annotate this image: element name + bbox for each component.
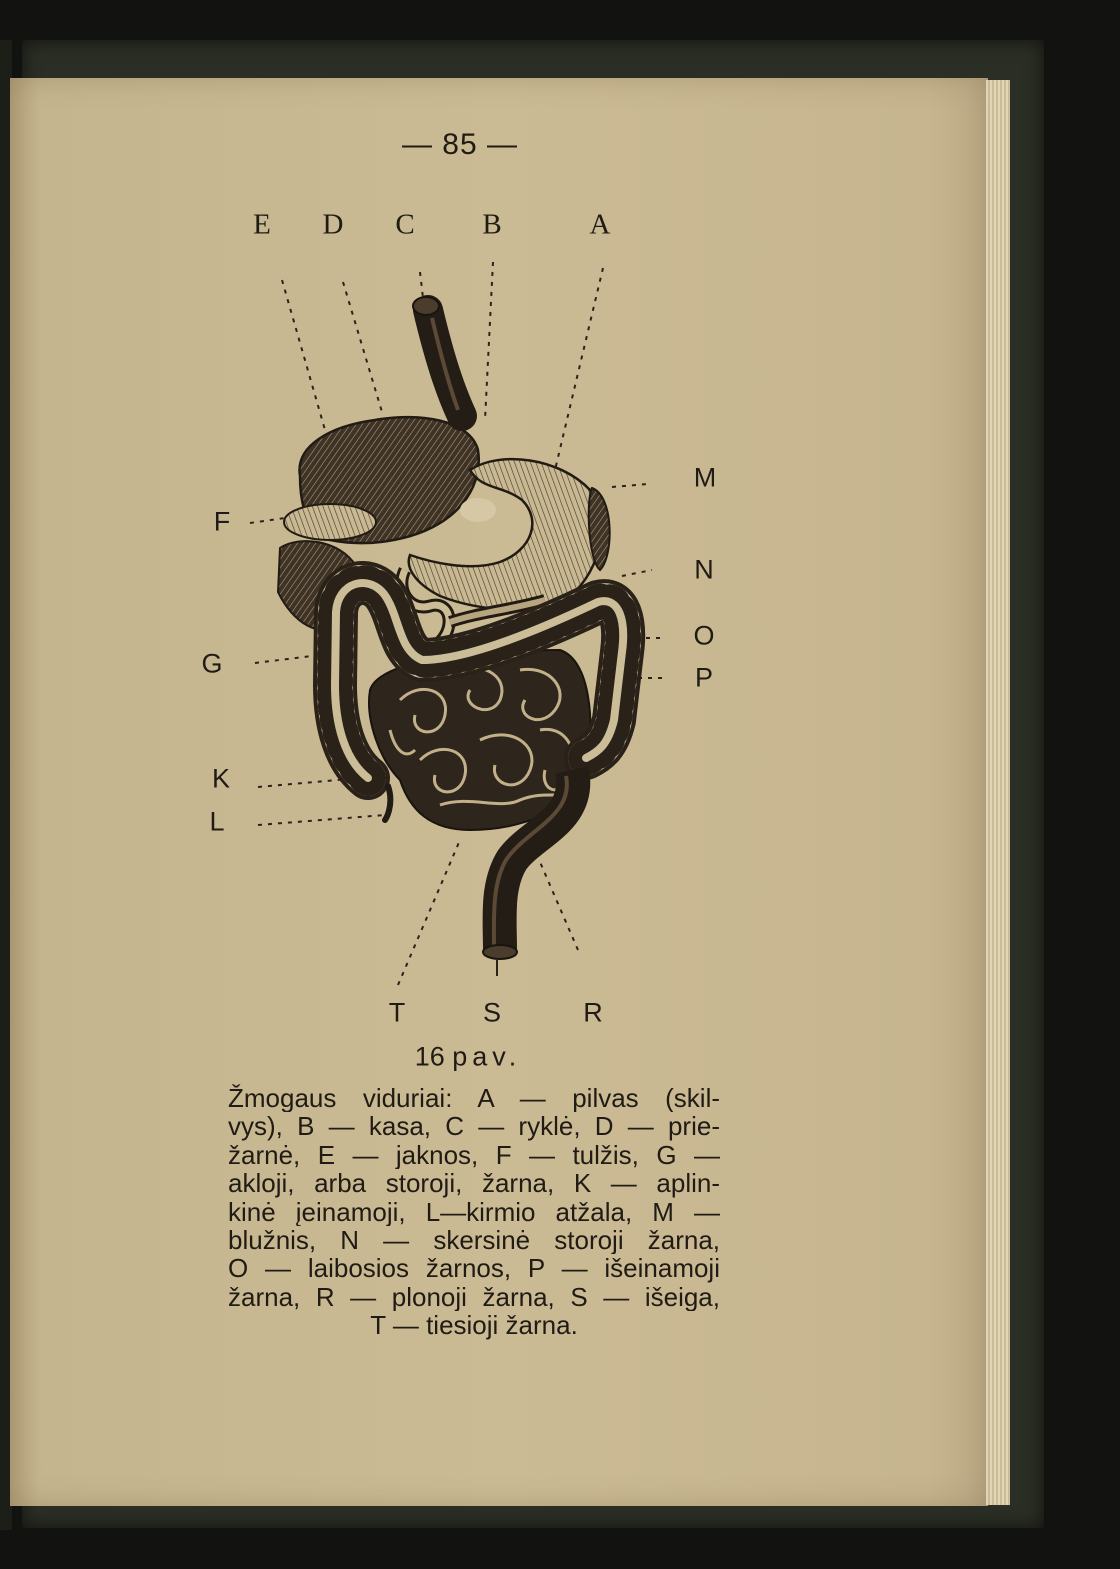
pointer-r (540, 862, 578, 950)
pointer-t (398, 840, 460, 985)
label-f: F (213, 506, 231, 537)
label-b: B (482, 208, 502, 241)
label-t: T (388, 997, 406, 1028)
label-p: P (694, 662, 714, 693)
page-number: — 85 — (401, 128, 519, 161)
label-s: S (482, 997, 502, 1028)
caption-line: T — tiesioji žarna. (370, 1311, 578, 1340)
gallbladder (284, 504, 376, 540)
label-g: G (201, 648, 223, 679)
label-n: N (694, 554, 714, 585)
label-o: O (693, 620, 715, 651)
figure-caption (228, 1084, 720, 1340)
label-d: D (322, 208, 344, 241)
label-k: K (211, 763, 231, 794)
pointer-l (258, 815, 385, 825)
pointer-m (612, 484, 648, 487)
pointer-c (420, 272, 423, 298)
pointer-n (622, 570, 652, 576)
label-a: A (589, 208, 611, 241)
caption-line: blužnis, N — skersinė storoji žarna, (228, 1225, 720, 1255)
pointer-e (282, 280, 325, 430)
label-m: M (693, 462, 717, 493)
caption-line: žarnė, E — jaknos, F — tulžis, G — (228, 1140, 720, 1170)
caption-line: O — laibosios žarnos, P — išeinamoji (228, 1254, 720, 1283)
caption-line: vys), B — kasa, C — ryklė, D — prie- (228, 1112, 720, 1141)
label-e: E (253, 208, 271, 241)
pointer-a (555, 268, 603, 470)
pointer-b (485, 262, 493, 420)
figure-number-value: 16 (414, 1041, 445, 1072)
rectum-opening (483, 945, 517, 959)
label-r: R (583, 997, 603, 1028)
caption-line: kinė įeinamoji, L—kirmio atžala, M — (228, 1197, 720, 1226)
caption-line: žarna, R — plonoji žarna, S — išeiga, (228, 1282, 720, 1312)
figure-number (414, 1041, 522, 1072)
figure-abbreviation: pav. (452, 1041, 522, 1072)
caption-line: akloji, arba storoji, žarna, K — aplin- (228, 1169, 720, 1198)
pointer-d (343, 282, 382, 412)
stomach-light-spot (460, 498, 496, 522)
label-c: C (395, 208, 415, 241)
pointer-f (250, 518, 285, 523)
esophagus-opening (413, 297, 439, 315)
caption-line: Žmogaus viduriai: A — pilvas (skil- (228, 1084, 720, 1113)
appendix (385, 786, 390, 820)
pointer-g (255, 655, 320, 663)
label-l: L (209, 806, 225, 837)
